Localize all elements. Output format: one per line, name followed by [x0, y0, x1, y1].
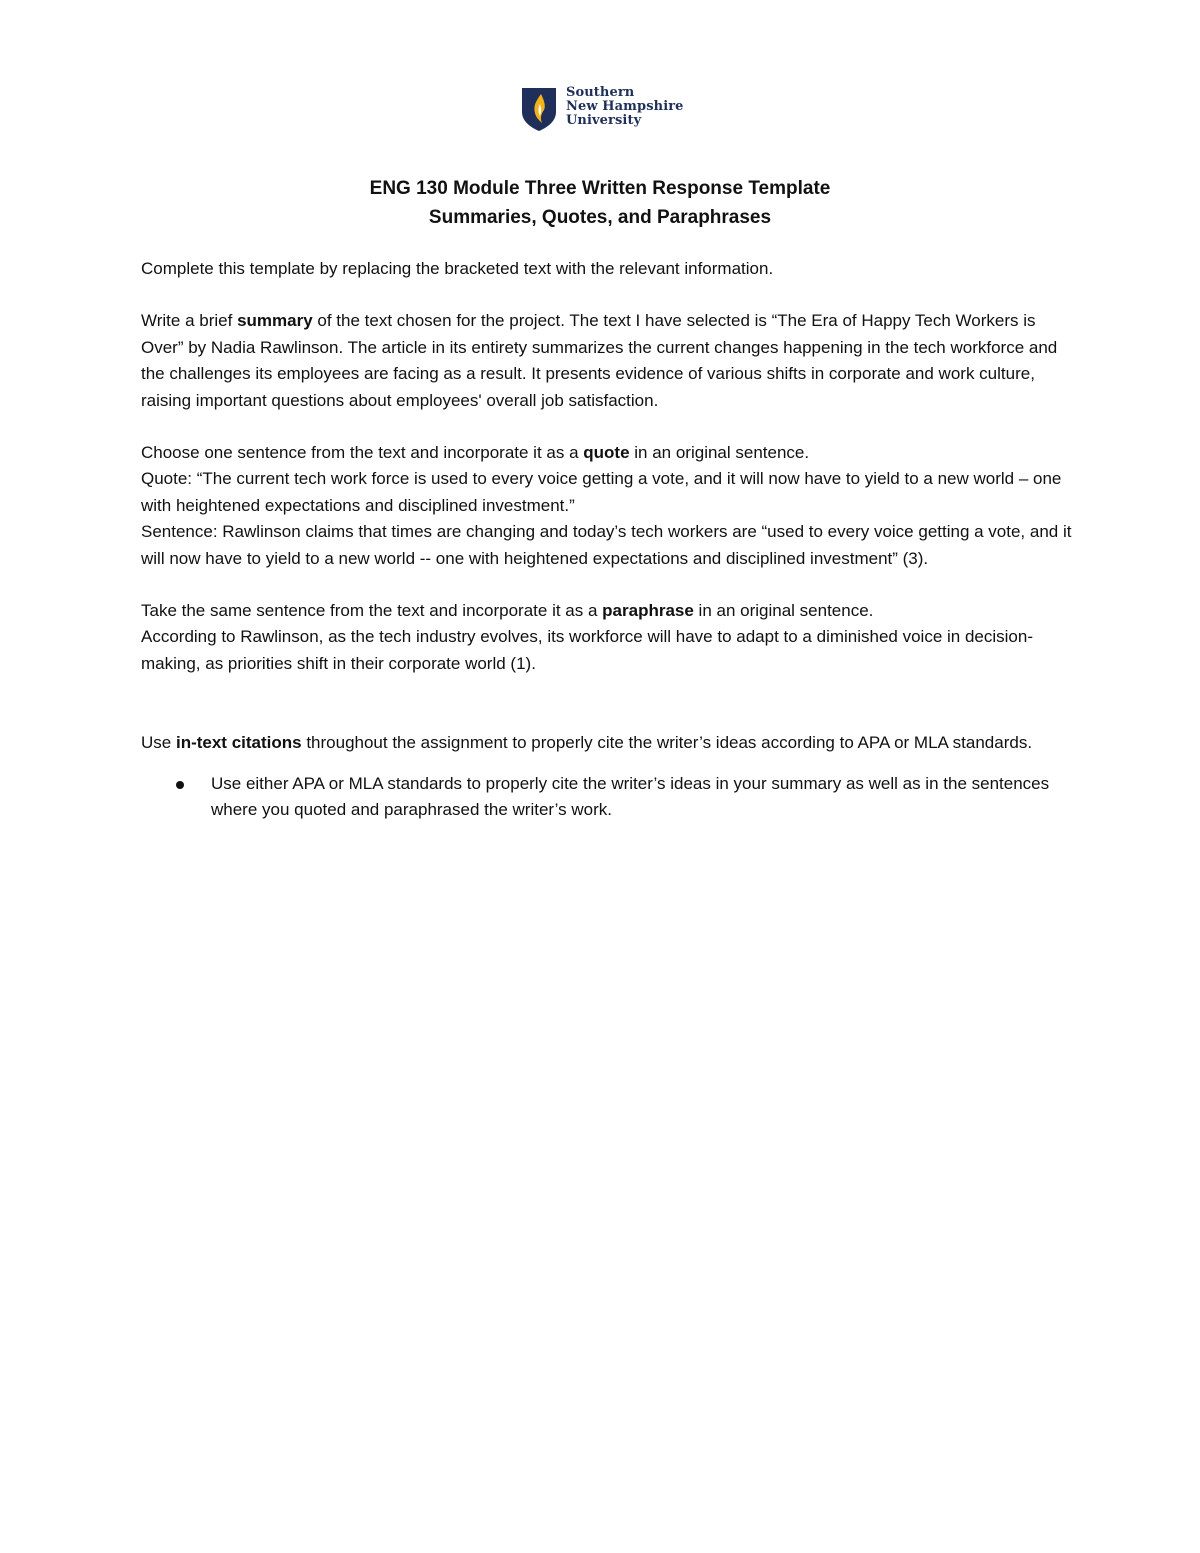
summary-paragraph	[141, 308, 1076, 414]
paraphrase-prompt-post: in an original sentence.	[693, 601, 874, 621]
logo-wordmark	[566, 86, 684, 128]
document-body	[141, 256, 1076, 824]
citations-prompt-post: throughout the assignment to properly cite the writer’s ideas according to APA or MLA standards.	[301, 733, 1033, 753]
logo-line-1: Southern	[566, 85, 635, 100]
document-title	[0, 174, 1200, 232]
citations-keyword: in-text citations	[175, 733, 302, 753]
citations-bullet-list	[141, 771, 1076, 824]
bullet-dot-icon	[176, 781, 184, 789]
summary-prompt-post: of the text chosen for the project.	[312, 311, 565, 331]
university-logo	[520, 86, 690, 136]
quote-sentence: Sentence: Rawlinson claims that times are changing and today’s tech workers are “used to every voice getting a vote, and it will now have to yield to a new world -- one with heightened expectations and disciplined investment” (3).	[141, 522, 1072, 568]
quote-text: Quote: “The current tech work force is used to every voice getting a vote, and it will now have to yield to a new world – one with heightened expectations and disciplined investment.”	[141, 469, 1062, 515]
shield-flame-icon	[520, 86, 558, 132]
bullet-text: Use either APA or MLA standards to properly cite the writer’s ideas in your summary as well as in the sentences where you quoted and paraphrased the writer’s work.	[211, 773, 1050, 820]
paraphrase-response: According to Rawlinson, as the tech industry evolves, its workforce will have to adapt to a diminished voice in decision-making, as priorities shift in their corporate world (1).	[141, 627, 1033, 673]
summary-prompt-pre: Write a brief	[141, 311, 238, 331]
quote-prompt-pre: Choose one sentence from the text and incorporate it as a	[141, 443, 584, 463]
paraphrase-keyword: paraphrase	[602, 601, 694, 621]
title-line-2: Summaries, Quotes, and Paraphrases	[428, 207, 772, 228]
intro-paragraph: Complete this template by replacing the bracketed text with the relevant information.	[141, 259, 774, 278]
logo-line-2: New Hampshire	[566, 99, 684, 114]
citations-prompt-pre: Use	[141, 733, 176, 753]
quote-prompt	[141, 440, 1076, 466]
summary-response: The text I have selected is “The Era of Happy Tech Workers is Over” by Nadia Rawlinson. The article in its entirety summarizes the current changes happening in the tech workforce and the challenges its employees are facing as a result. It presents evidence of various shifts in corporate and work culture, raising important questions about employees' overall job satisfaction.	[141, 311, 1058, 410]
paraphrase-prompt-pre: Take the same sentence from the text and incorporate it as a	[141, 601, 603, 621]
logo-line-3: University	[566, 113, 642, 128]
citations-prompt	[141, 730, 1076, 756]
summary-keyword: summary	[237, 311, 313, 331]
quote-prompt-post: in an original sentence.	[629, 443, 810, 463]
title-line-1: ENG 130 Module Three Written Response Template	[369, 178, 831, 199]
paraphrase-prompt	[141, 598, 1076, 624]
list-item	[141, 771, 1076, 824]
quote-keyword: quote	[583, 443, 630, 463]
